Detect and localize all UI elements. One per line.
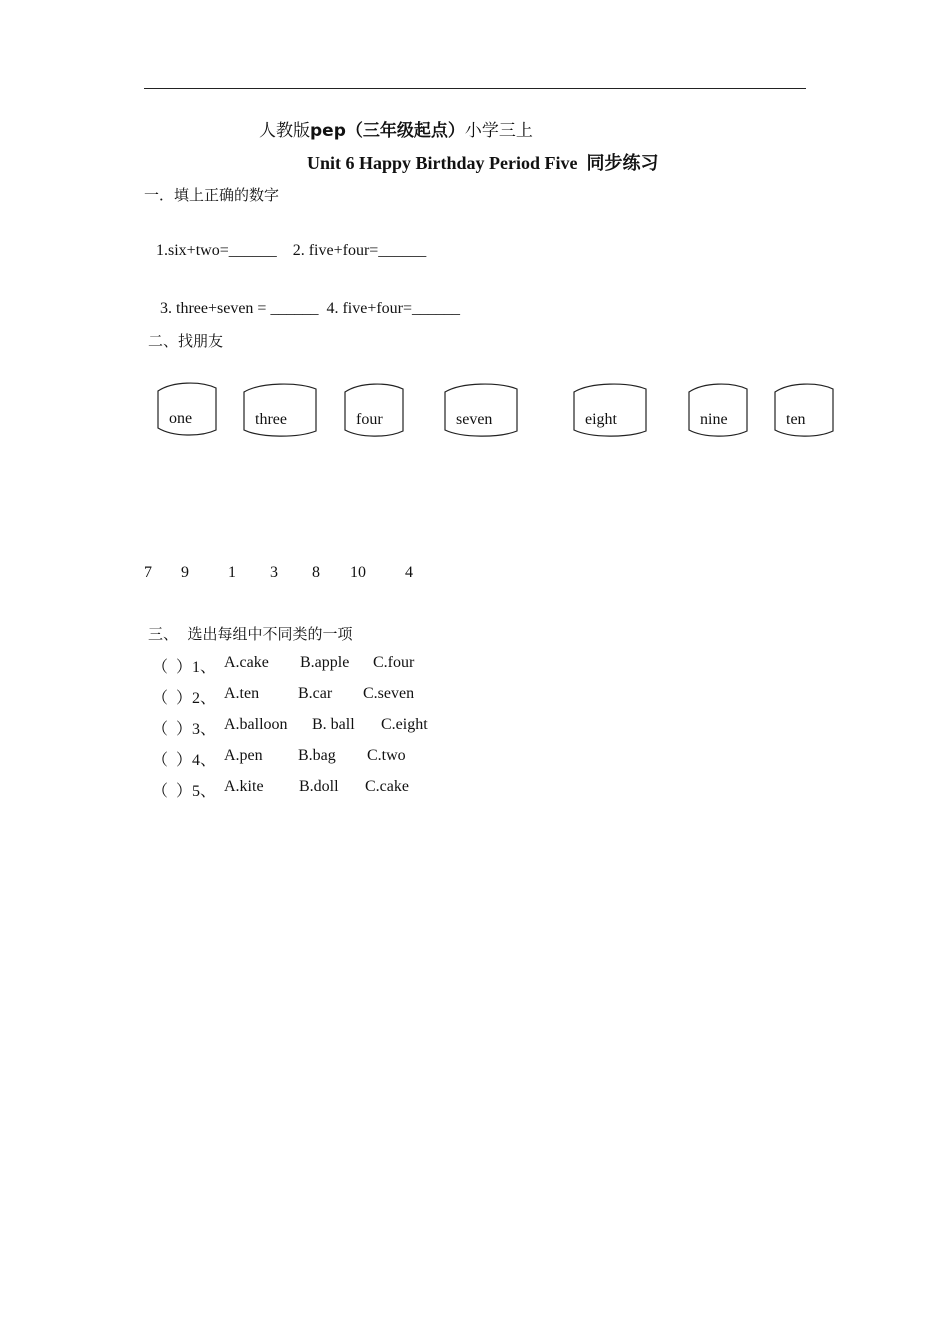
number-item: 10 [350,564,366,581]
header-rule [144,88,806,89]
question-prefix: （ ）3、 [152,721,217,738]
number-item: 8 [312,564,320,581]
title-chinese: 同步练习 [586,153,659,174]
flag-shape [573,380,647,440]
word-card-label: nine [700,411,728,428]
number-item: 4 [405,564,413,581]
option-c: C.cake [365,778,409,795]
option-a: A.pen [224,747,263,764]
word-card-label: seven [456,411,493,428]
option-a: A.cake [224,654,269,671]
option-c: C.eight [381,716,428,733]
option-a: A.balloon [224,716,288,733]
word-card-label: three [255,411,287,428]
flag-shape [774,380,834,440]
option-b: B.car [298,685,333,702]
number-item: 7 [144,564,152,581]
option-b: B. ball [312,716,355,733]
word-card-label: eight [585,411,617,428]
word-card-label: ten [786,411,806,428]
title-suffix: 小学三上 [464,121,533,141]
question-prefix: （ ）5、 [152,783,217,800]
word-cards [0,380,950,450]
section1-line1: 1.six+two=______ 2. five+four=______ [156,242,427,259]
question-prefix: （ ）1、 [152,659,217,676]
flag-shape [344,380,404,440]
page-title-line2 [307,149,659,175]
option-a: A.ten [224,685,260,702]
option-b: B.bag [298,747,336,764]
section1-heading: 一．填上正确的数字 [144,186,280,204]
word-card-label: one [169,410,193,427]
section2-heading: 二、找朋友 [148,332,224,350]
flag-shape [688,380,748,440]
flag-shape [243,380,317,440]
section3-heading: 三、 选出每组中不同类的一项 [148,625,353,643]
number-item: 1 [228,564,236,581]
option-b: B.apple [300,654,350,671]
section1-line2: 3. three+seven = ______ 4. five+four=______ [160,300,461,317]
question-prefix: （ ）2、 [152,690,217,707]
option-c: C.four [373,654,415,671]
word-card-label: four [356,411,383,428]
title-prefix: 人教版 [259,121,310,141]
option-c: C.two [367,747,406,764]
number-item: 9 [181,564,189,581]
page-title-line1 [259,116,533,141]
option-c: C.seven [363,685,415,702]
option-a: A.kite [224,778,264,795]
title-bold: pep（三年级起点） [310,121,465,141]
question-prefix: （ ）4、 [152,752,217,769]
option-b: B.doll [299,778,339,795]
flag-shape [444,380,518,440]
title-english: Unit 6 Happy Birthday Period Five [307,153,578,173]
number-item: 3 [270,564,278,581]
